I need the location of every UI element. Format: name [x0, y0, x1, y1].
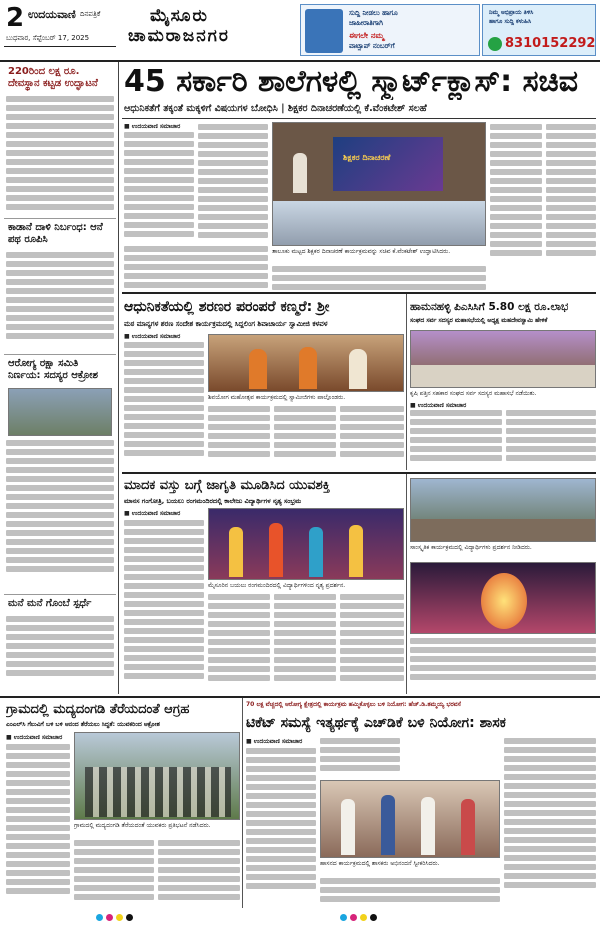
left-story4-body [6, 616, 114, 690]
dancer-1 [229, 527, 243, 577]
main-photo [272, 122, 486, 246]
left-story2-body [6, 252, 114, 352]
ad1-line2: ಜಾಹೀರಾತಿಗಾಗಿ [349, 19, 383, 27]
registration-dot-magenta [106, 914, 113, 921]
right-lower-photo-stage [410, 562, 596, 634]
registration-dot-cyan-2 [340, 914, 347, 921]
bottom-left-byline: ■ ಉದಯವಾಣಿ ಸಮಾಚಾರ [6, 734, 63, 741]
right-byline: ■ ಉದಯವಾಣಿ ಸಮಾಚಾರ [410, 402, 467, 409]
third-photo-dancers [208, 508, 404, 580]
main-body-col3 [490, 124, 542, 264]
registration-dot-magenta-2 [350, 914, 357, 921]
left-story3-body [6, 440, 114, 580]
left-story3-headline: ಆರೋಗ್ಯ ರಕ್ಷಾ ಸಮಿತಿ ನಿರ್ಣಯ: ಸದಸ್ಯರ ಆಕ್ರೋಶ [8, 358, 98, 381]
bottom-right-body-col1 [246, 748, 316, 904]
region-title-line2: ಚಾಮರಾಜನಗರ [128, 26, 230, 46]
right-lower-caption: ಸಾಂಸ್ಕೃತಿಕ ಕಾರ್ಯಕ್ರಮದಲ್ಲಿ ವಿದ್ಯಾರ್ಥಿಗಳು ಪ್ರದರ್ಶನ ನೀಡಿದರು. [410, 544, 532, 551]
main-photo-caption: ತಾಲೂಕು ಮಟ್ಟದ ಶಿಕ್ಷಕರ ದಿನಾಚರಣೆ ಕಾರ್ಯಕ್ರಮವನ್ನು ಸಚಿವ ಕೆ.ವೆಂಕಟೇಶ್ ಉದ್ಘಾಟಿಸಿದರು. [272, 248, 451, 255]
ad1-line3: ಈಗಲೇ ನಮ್ಮ [349, 31, 385, 40]
right-lower-body [410, 638, 596, 690]
left-story4-headline: ಮನೆ ಮನೆ ಗೊಂಬೆ ಸ್ಪರ್ಧೆ [8, 598, 92, 609]
second-subhead: ಮಠ ಮಾನ್ಯಗಳ ಶರಣ ಸಂದೇಶ ಕಾರ್ಯಕ್ರಮದಲ್ಲಿ ಸಿದ್ದಲಿಂಗ ಶಿವಾಚಾರ್ಯ ಸ್ವಾಮೀಜಿ ಕಳವಳ [124, 320, 328, 328]
second-headline: ಆಧುನಿಕತೆಯಲ್ಲಿ ಶರಣರ ಪರಂಪರೆ ಕಣ್ಮರೆ: ಶ್ರೀ [124, 299, 330, 315]
third-body-col2 [208, 594, 270, 690]
bottom-right-body-col3 [320, 878, 500, 904]
third-body-col4 [340, 594, 404, 690]
third-subhead: ಮಾನಸ ಗಂಗೋತ್ರಿ, ಬಯಲು ರಂಗಮಂದಿರದಲ್ಲಿ ಕಾಲೇಜು ವಿದ್ಯಾರ್ಥಿಗಳ ನೃತ್ಯ ಸಂಭ್ರಮ [124, 497, 302, 505]
right-photo [410, 330, 596, 388]
edition-label: ದಿನಪತ್ರಿಕೆ [80, 10, 101, 18]
dancer-4 [349, 525, 363, 577]
whatsapp-ad [300, 4, 480, 56]
bottom-left-body-col1 [6, 744, 70, 904]
bottom-left-body-col3 [158, 840, 240, 904]
third-body-col3 [274, 594, 336, 690]
ad1-line1: ಸುದ್ದಿ ನೀಡಲು ಹಾಗೂ [349, 9, 398, 17]
main-byline: ■ ಉದಯವಾಣಿ ಸಮಾಚಾರ [124, 123, 181, 130]
phone-ad [482, 4, 596, 56]
bottom-left-subhead: ಎಂಎಲ್‌ಸಿ ಗೆಲುವಿಗೆ ಬಳಿ ಬಳಿ ಆನಂದ ತೆರೆಯಲು ಸಿದ್ಧತೆ: ಯುವಕರಿಂದ ಆಕ್ರೋಶ [6, 721, 160, 728]
whatsapp-icon [488, 37, 502, 51]
bottom-right-photo [320, 780, 500, 858]
registration-dot-yellow [116, 914, 123, 921]
second-body-col1 [124, 342, 204, 466]
second-byline: ■ ಉದಯವಾಣಿ ಸಮಾಚಾರ [124, 333, 181, 340]
main-body-col1 [124, 132, 194, 242]
bottom-left-photo [74, 732, 240, 820]
right-body-col1 [410, 410, 502, 468]
registration-dot-cyan [96, 914, 103, 921]
bottom-right-headline: ಟಿಕೆಟ್ ಸಮಸ್ಯೆ ಇತ್ಯರ್ಥಕ್ಕೆ ಎಚ್‌ಡಿಕೆ ಬಳಿ ನಿಯೋಗ: ಶಾಸಕ [246, 715, 506, 731]
bottom-right-caption: ಹಾಸನದ ಕಾರ್ಯಕ್ರಮದಲ್ಲಿ ಶಾಸಕರು ಅಭಿನಂದನೆ ಸ್ವೀಕರಿಸಿದರು. [320, 860, 440, 867]
dancer-3 [309, 527, 323, 577]
stage-banner-text: ಶಿಕ್ಷಕರ ದಿನಾಚರಣೆ [343, 153, 391, 162]
left-story3-photo [8, 388, 112, 436]
protesters-group [85, 767, 231, 817]
swami-figure-1 [249, 349, 267, 389]
guest-figure [349, 349, 367, 389]
right-subhead: ಸಂಘದ ಸರ್ವ ಸದಸ್ಯರ ಮಹಾಸಭೆಯಲ್ಲಿ ಅಧ್ಯಕ್ಷ ಮಹದೇವಸ್ವಾಮಿ ಹೇಳಿಕೆ [410, 317, 548, 324]
phone-graphic-icon [305, 9, 343, 53]
left-story2-headline: ಕಾಡಾನೆ ದಾಳಿ ನಿರ್ಬಂಧ: ಆನೆ ಪಥ ರೂಪಿಸಿ [8, 222, 103, 245]
right-headline: ಹಾಮನಹಳ್ಳಿ ಪಿಎಸಿಸಿಗೆ 5.80 ಲಕ್ಷ ರೂ.ಲಾಭ [410, 301, 569, 313]
second-body-col4 [340, 406, 404, 466]
third-headline: ಮಾದಕ ವಸ್ತು ಬಗ್ಗೆ ಜಾಗೃತಿ ಮೂಡಿಸಿದ ಯುವಶಕ್ತಿ [124, 478, 330, 493]
ad2-line2: ಹಾಗೂ ಸುದ್ದಿ ಕಳುಹಿಸಿ [489, 18, 532, 25]
right-lower-photo-group [410, 478, 596, 542]
third-body-col1 [124, 520, 204, 690]
left-story1-headline: 220ರಿಂದ ಲಕ್ಷ ರೂ. ದೇವಸ್ಥಾನ ಕಟ್ಟಡ ಉದ್ಘಾಟನೆ [8, 66, 98, 89]
audience-area [273, 201, 486, 246]
bottom-left-caption: ಗ್ರಾಮದಲ್ಲಿ ಮದ್ಯದಂಗಡಿ ತೆರೆಯದಂತೆ ಯುವಕರು ಪ್ರತಿಭಟನೆ ನಡೆಸಿದರು. [74, 822, 211, 829]
stage-backdrop [333, 137, 443, 191]
second-body-col3 [274, 406, 336, 466]
bottom-right-byline: ■ ಉದಯವಾಣಿ ಸಮಾಚಾರ [246, 738, 303, 745]
bottom-left-headline: ಗ್ರಾಮದಲ್ಲಿ ಮದ್ಯದಂಗಡಿ ತೆರೆಯದಂತೆ ಆಗ್ರಹ [6, 702, 190, 717]
main-headline: 45 ಸರ್ಕಾರಿ ಶಾಲೆಗಳಲ್ಲಿ ಸ್ಮಾರ್ಟ್‌ಕ್ಲಾಸ್: ಸಚಿವ [124, 64, 578, 99]
main-body-bottom [124, 246, 268, 290]
registration-dot-black [126, 914, 133, 921]
second-photo [208, 334, 404, 392]
registration-dot-yellow-2 [360, 914, 367, 921]
page-number: 2 [6, 3, 25, 33]
person-1 [341, 799, 355, 855]
person-4 [461, 799, 475, 855]
second-body-col2 [208, 406, 270, 466]
issue-date: ಬುಧವಾರ, ಸೆಪ್ಟೆಂಬರ್ 17, 2025 [6, 34, 90, 42]
main-body-col2 [198, 124, 268, 242]
dancer-2 [269, 523, 283, 577]
right-body-col2 [506, 410, 596, 468]
phone-number: 8310152292 [505, 36, 596, 51]
person-2 [381, 795, 395, 855]
registration-dot-black-2 [370, 914, 377, 921]
third-byline: ■ ಉದಯವಾಣಿ ಸಮಾಚಾರ [124, 510, 181, 517]
brand-name: ಉದಯವಾಣಿ [28, 8, 76, 21]
decorated-idol [481, 573, 527, 629]
ad2-line1: ನಿಮ್ಮ ಅಭಿಪ್ರಾಯ ತಿಳಿಸಿ [489, 9, 534, 16]
region-title-line1: ಮೈಸೂರು [150, 6, 209, 26]
left-story1-body [6, 96, 114, 216]
bottom-right-kicker: 70 ಲಕ್ಷ ವೆಚ್ಚದಲ್ಲಿ ಆರೋಗ್ಯ ಕ್ಷೇತ್ರದಲ್ಲಿ ಕಾರ್ಯಕ್ರಮ ಹಮ್ಮಿಕೊಳ್ಳಲು ಬಳಿ ನಿಯೋಗ: ಹೆಚ್.ಡಿ.ತಮ್ಮಯ್ಯ ಭರವಸೆ [246, 701, 461, 708]
swami-figure-2 [299, 347, 317, 389]
bottom-right-body-col4 [504, 738, 596, 904]
main-body-col4 [546, 124, 596, 264]
person-3 [421, 797, 435, 855]
right-photo-caption: ಕೃಷಿ ಪತ್ತಿನ ಸಹಕಾರ ಸಂಘದ ಸರ್ವ ಸದಸ್ಯರ ಮಹಾಸಭೆ ನಡೆಯಿತು. [410, 390, 537, 397]
main-body-bottom2 [272, 266, 486, 290]
third-photo-caption: ಮೈಸೂರಿನ ಬಯಲು ರಂಗಮಂದಿರದಲ್ಲಿ ವಿದ್ಯಾರ್ಥಿಗಳಿಂದ ನೃತ್ಯ ಪ್ರದರ್ಶನ. [208, 582, 346, 589]
meeting-table [411, 365, 596, 388]
ad1-line4: ವಾಟ್ಸಾಪ್ ನಂಬರ್‌ಗೆ [349, 42, 395, 50]
group-ground [411, 519, 596, 542]
speaker-figure [293, 153, 307, 193]
bottom-left-body-col2 [74, 840, 154, 904]
bottom-right-body-col2 [320, 738, 400, 778]
main-subhead: ಆಧುನಿಕತೆಗೆ ತಕ್ಕಂತೆ ಮಕ್ಕಳಿಗೆ ವಿಷಯಗಳ ಬೋಧಿಸಿ | ಶಿಕ್ಷಕರ ದಿನಾಚರಣೆಯಲ್ಲಿ ಕೆ.ವೆಂಕಟೇಶ್ ಸಲಹೆ [124, 103, 427, 114]
second-photo-caption: ಶಿವಯೋಗ ಮಹೋತ್ಸವ ಕಾರ್ಯಕ್ರಮದಲ್ಲಿ ಸ್ವಾಮೀಜಿಗಳು ಪಾಲ್ಗೊಂಡರು. [208, 394, 346, 401]
